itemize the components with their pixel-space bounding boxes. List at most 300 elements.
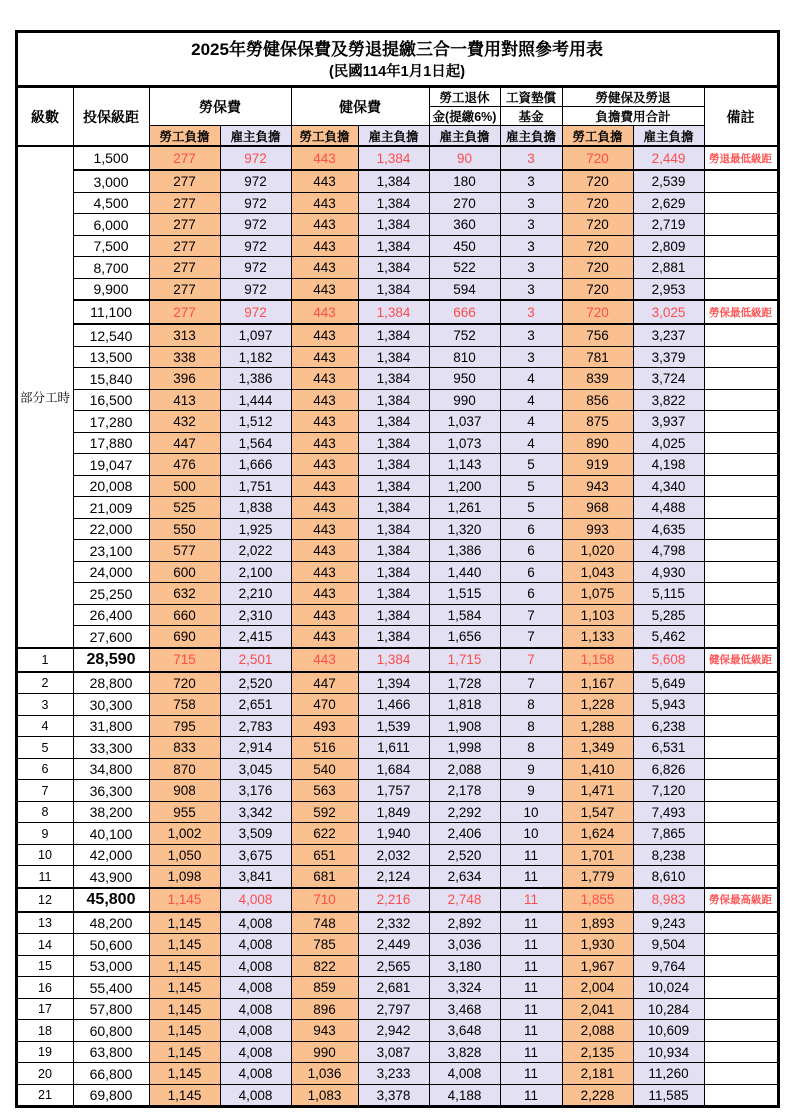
remark-cell	[704, 475, 778, 497]
pension-employer-share-cell: 3,468	[429, 998, 500, 1020]
labor-ins-employer-share-cell: 4,008	[220, 977, 291, 999]
pension-employer-share-cell: 2,178	[429, 780, 500, 802]
labor-ins-employer-share-cell: 4,008	[220, 1084, 291, 1107]
total-employee-share-cell: 2,135	[562, 1041, 633, 1063]
total-employer-share-cell: 4,930	[633, 561, 704, 583]
health-ins-employee-share-cell: 443	[291, 389, 358, 411]
remark-cell	[704, 454, 778, 476]
labor-ins-employer-share-cell: 1,097	[220, 324, 291, 346]
table-row	[16, 324, 778, 346]
wage-fund-employer-share-cell: 3	[500, 170, 562, 192]
total-employer-share-cell: 6,238	[633, 715, 704, 737]
wage-fund-employer-share-cell: 3	[500, 278, 562, 300]
total-employer-share-cell: 11,585	[633, 1084, 704, 1107]
health-ins-employer-share-cell: 1,384	[358, 411, 429, 433]
labor-ins-employer-share-cell: 3,176	[220, 780, 291, 802]
labor-ins-employee-share-cell: 1,050	[149, 844, 220, 866]
table-row	[16, 235, 778, 257]
table-row	[16, 823, 778, 845]
bracket-cell: 60,800	[73, 1020, 149, 1042]
remark-cell: 健保最低級距	[704, 648, 778, 672]
labor-ins-employer-share-cell: 972	[220, 278, 291, 300]
total-employee-share-cell: 1,624	[562, 823, 633, 845]
remark-cell	[704, 540, 778, 562]
labor-ins-employee-share-cell: 277	[149, 278, 220, 300]
total-employer-share-cell: 4,798	[633, 540, 704, 562]
subheader-wage-fund-employer: 雇主負擔	[500, 126, 562, 147]
health-ins-employee-share-cell: 443	[291, 324, 358, 346]
total-employee-share-cell: 1,855	[562, 888, 633, 912]
total-employer-share-cell: 6,531	[633, 737, 704, 759]
labor-ins-employee-share-cell: 1,002	[149, 823, 220, 845]
total-employee-share-cell: 1,158	[562, 648, 633, 672]
health-ins-employer-share-cell: 3,378	[358, 1084, 429, 1107]
health-ins-employer-share-cell: 2,449	[358, 934, 429, 956]
labor-ins-employee-share-cell: 1,098	[149, 866, 220, 888]
bracket-cell: 40,100	[73, 823, 149, 845]
labor-ins-employer-share-cell: 2,783	[220, 715, 291, 737]
bracket-cell: 42,000	[73, 844, 149, 866]
total-employee-share-cell: 1,043	[562, 561, 633, 583]
health-ins-employer-share-cell: 1,384	[358, 278, 429, 300]
total-employer-share-cell: 9,764	[633, 955, 704, 977]
health-ins-employer-share-cell: 1,384	[358, 170, 429, 192]
table-row	[16, 170, 778, 192]
col-header-wage-fund-line1: 工資墊償	[500, 87, 562, 107]
col-header-total-line1: 勞健保及勞退	[562, 87, 704, 107]
wage-fund-employer-share-cell: 9	[500, 758, 562, 780]
labor-ins-employee-share-cell: 632	[149, 583, 220, 605]
labor-ins-employer-share-cell: 3,342	[220, 801, 291, 823]
labor-ins-employee-share-cell: 1,145	[149, 1063, 220, 1085]
wage-fund-employer-share-cell: 3	[500, 324, 562, 346]
remark-cell	[704, 257, 778, 279]
bracket-cell: 11,100	[73, 300, 149, 324]
pension-employer-share-cell: 1,386	[429, 540, 500, 562]
remark-cell	[704, 192, 778, 214]
total-employer-share-cell: 5,943	[633, 694, 704, 716]
pension-employer-share-cell: 1,584	[429, 604, 500, 626]
total-employer-share-cell: 2,809	[633, 235, 704, 257]
pension-employer-share-cell: 2,088	[429, 758, 500, 780]
health-ins-employer-share-cell: 1,611	[358, 737, 429, 759]
bracket-cell: 66,800	[73, 1063, 149, 1085]
pension-employer-share-cell: 3,324	[429, 977, 500, 999]
labor-ins-employee-share-cell: 432	[149, 411, 220, 433]
labor-ins-employer-share-cell: 1,182	[220, 346, 291, 368]
wage-fund-employer-share-cell: 6	[500, 583, 562, 605]
health-ins-employee-share-cell: 748	[291, 912, 358, 934]
pension-employer-share-cell: 1,073	[429, 432, 500, 454]
title-row	[16, 32, 778, 87]
col-header-wage-fund-line2: 基金	[500, 107, 562, 126]
pension-employer-share-cell: 4,008	[429, 1063, 500, 1085]
pension-employer-share-cell: 1,320	[429, 518, 500, 540]
health-ins-employee-share-cell: 443	[291, 411, 358, 433]
total-employer-share-cell: 10,609	[633, 1020, 704, 1042]
health-ins-employee-share-cell: 443	[291, 583, 358, 605]
labor-ins-employee-share-cell: 277	[149, 146, 220, 170]
health-ins-employee-share-cell: 443	[291, 518, 358, 540]
bracket-cell: 57,800	[73, 998, 149, 1020]
bracket-cell: 34,800	[73, 758, 149, 780]
pension-employer-share-cell: 1,715	[429, 648, 500, 672]
table-row	[16, 146, 778, 170]
pension-employer-share-cell: 450	[429, 235, 500, 257]
total-employer-share-cell: 2,953	[633, 278, 704, 300]
labor-ins-employee-share-cell: 500	[149, 475, 220, 497]
labor-ins-employer-share-cell: 4,008	[220, 934, 291, 956]
health-ins-employer-share-cell: 1,384	[358, 626, 429, 648]
wage-fund-employer-share-cell: 8	[500, 694, 562, 716]
health-ins-employer-share-cell: 1,384	[358, 146, 429, 170]
table-row	[16, 801, 778, 823]
health-ins-employer-share-cell: 2,797	[358, 998, 429, 1020]
labor-ins-employee-share-cell: 758	[149, 694, 220, 716]
table-row	[16, 497, 778, 519]
health-ins-employee-share-cell: 592	[291, 801, 358, 823]
wage-fund-employer-share-cell: 10	[500, 801, 562, 823]
labor-ins-employer-share-cell: 4,008	[220, 912, 291, 934]
labor-ins-employee-share-cell: 338	[149, 346, 220, 368]
wage-fund-employer-share-cell: 6	[500, 518, 562, 540]
health-ins-employer-share-cell: 1,384	[358, 432, 429, 454]
health-ins-employee-share-cell: 785	[291, 934, 358, 956]
health-ins-employee-share-cell: 622	[291, 823, 358, 845]
labor-ins-employee-share-cell: 600	[149, 561, 220, 583]
total-employee-share-cell: 720	[562, 192, 633, 214]
total-employee-share-cell: 919	[562, 454, 633, 476]
total-employer-share-cell: 3,937	[633, 411, 704, 433]
pension-employer-share-cell: 270	[429, 192, 500, 214]
bracket-cell: 43,900	[73, 866, 149, 888]
wage-fund-employer-share-cell: 11	[500, 1020, 562, 1042]
labor-ins-employer-share-cell: 1,925	[220, 518, 291, 540]
level-cell: 17	[16, 998, 73, 1020]
wage-fund-employer-share-cell: 4	[500, 411, 562, 433]
wage-fund-employer-share-cell: 6	[500, 540, 562, 562]
labor-ins-employer-share-cell: 4,008	[220, 998, 291, 1020]
level-cell: 7	[16, 780, 73, 802]
labor-ins-employer-share-cell: 4,008	[220, 1020, 291, 1042]
bracket-cell: 19,047	[73, 454, 149, 476]
health-ins-employer-share-cell: 1,384	[358, 518, 429, 540]
labor-ins-employee-share-cell: 1,145	[149, 1041, 220, 1063]
labor-ins-employee-share-cell: 715	[149, 648, 220, 672]
labor-ins-employee-share-cell: 1,145	[149, 934, 220, 956]
total-employee-share-cell: 720	[562, 146, 633, 170]
health-ins-employer-share-cell: 3,233	[358, 1063, 429, 1085]
table-row	[16, 518, 778, 540]
total-employee-share-cell: 1,349	[562, 737, 633, 759]
col-header-pension-line2: 金(提繳6%)	[429, 107, 500, 126]
table-row	[16, 411, 778, 433]
total-employee-share-cell: 1,288	[562, 715, 633, 737]
health-ins-employer-share-cell: 1,384	[358, 648, 429, 672]
pension-employer-share-cell: 1,818	[429, 694, 500, 716]
wage-fund-employer-share-cell: 11	[500, 998, 562, 1020]
labor-ins-employer-share-cell: 2,520	[220, 672, 291, 694]
total-employee-share-cell: 890	[562, 432, 633, 454]
health-ins-employer-share-cell: 1,384	[358, 561, 429, 583]
labor-ins-employer-share-cell: 2,022	[220, 540, 291, 562]
total-employee-share-cell: 2,181	[562, 1063, 633, 1085]
pension-employer-share-cell: 90	[429, 146, 500, 170]
health-ins-employee-share-cell: 443	[291, 561, 358, 583]
total-employee-share-cell: 1,228	[562, 694, 633, 716]
wage-fund-employer-share-cell: 8	[500, 715, 562, 737]
wage-fund-employer-share-cell: 3	[500, 146, 562, 170]
total-employer-share-cell: 6,826	[633, 758, 704, 780]
labor-ins-employer-share-cell: 1,564	[220, 432, 291, 454]
labor-ins-employee-share-cell: 277	[149, 170, 220, 192]
remark-cell	[704, 432, 778, 454]
bracket-cell: 6,000	[73, 214, 149, 236]
health-ins-employer-share-cell: 1,384	[358, 192, 429, 214]
pension-employer-share-cell: 3,828	[429, 1041, 500, 1063]
total-employee-share-cell: 720	[562, 214, 633, 236]
table-row	[16, 257, 778, 279]
total-employer-share-cell: 3,025	[633, 300, 704, 324]
remark-cell	[704, 411, 778, 433]
total-employer-share-cell: 4,488	[633, 497, 704, 519]
level-cell: 14	[16, 934, 73, 956]
wage-fund-employer-share-cell: 11	[500, 888, 562, 912]
table-row	[16, 368, 778, 390]
labor-ins-employee-share-cell: 1,145	[149, 1084, 220, 1107]
pension-employer-share-cell: 2,406	[429, 823, 500, 845]
table-row	[16, 454, 778, 476]
health-ins-employer-share-cell: 1,384	[358, 540, 429, 562]
table-row	[16, 475, 778, 497]
labor-ins-employer-share-cell: 2,914	[220, 737, 291, 759]
bracket-cell: 31,800	[73, 715, 149, 737]
wage-fund-employer-share-cell: 3	[500, 257, 562, 279]
total-employer-share-cell: 4,635	[633, 518, 704, 540]
reference-sheet	[15, 30, 777, 1108]
page-subtitle: (民國114年1月1日起)	[328, 63, 466, 80]
pension-employer-share-cell: 1,261	[429, 497, 500, 519]
total-employer-share-cell: 7,120	[633, 780, 704, 802]
health-ins-employee-share-cell: 443	[291, 432, 358, 454]
total-employee-share-cell: 1,075	[562, 583, 633, 605]
bracket-cell: 7,500	[73, 235, 149, 257]
table-row	[16, 1020, 778, 1042]
total-employer-share-cell: 4,198	[633, 454, 704, 476]
table-row	[16, 1084, 778, 1107]
health-ins-employer-share-cell: 1,384	[358, 214, 429, 236]
remark-cell	[704, 801, 778, 823]
pension-employer-share-cell: 2,892	[429, 912, 500, 934]
wage-fund-employer-share-cell: 5	[500, 454, 562, 476]
labor-ins-employer-share-cell: 972	[220, 146, 291, 170]
table-row	[16, 888, 778, 912]
table-row	[16, 715, 778, 737]
total-employer-share-cell: 5,649	[633, 672, 704, 694]
health-ins-employee-share-cell: 990	[291, 1041, 358, 1063]
total-employer-share-cell: 2,449	[633, 146, 704, 170]
remark-cell	[704, 604, 778, 626]
total-employee-share-cell: 720	[562, 170, 633, 192]
total-employee-share-cell: 720	[562, 300, 633, 324]
health-ins-employee-share-cell: 443	[291, 235, 358, 257]
subheader-pension-employer: 雇主負擔	[429, 126, 500, 147]
wage-fund-employer-share-cell: 4	[500, 368, 562, 390]
total-employer-share-cell: 2,629	[633, 192, 704, 214]
total-employee-share-cell: 2,228	[562, 1084, 633, 1107]
health-ins-employee-share-cell: 943	[291, 1020, 358, 1042]
health-ins-employer-share-cell: 1,757	[358, 780, 429, 802]
total-employer-share-cell: 5,608	[633, 648, 704, 672]
page-title: 2025年勞健保保費及勞退提繳三合一費用對照參考用表	[191, 40, 603, 59]
health-ins-employer-share-cell: 1,940	[358, 823, 429, 845]
table-row	[16, 540, 778, 562]
table-title-block	[16, 32, 778, 87]
pension-employer-share-cell: 3,648	[429, 1020, 500, 1042]
labor-ins-employer-share-cell: 1,512	[220, 411, 291, 433]
labor-ins-employee-share-cell: 277	[149, 192, 220, 214]
remark-cell	[704, 1020, 778, 1042]
pension-employer-share-cell: 3,036	[429, 934, 500, 956]
labor-ins-employee-share-cell: 277	[149, 214, 220, 236]
total-employee-share-cell: 993	[562, 518, 633, 540]
table-body	[16, 146, 778, 1107]
total-employer-share-cell: 5,285	[633, 604, 704, 626]
labor-ins-employer-share-cell: 972	[220, 235, 291, 257]
subheader-total-employee: 勞工負擔	[562, 126, 633, 147]
labor-ins-employer-share-cell: 1,386	[220, 368, 291, 390]
level-cell: 13	[16, 912, 73, 934]
total-employer-share-cell: 7,493	[633, 801, 704, 823]
level-cell: 2	[16, 672, 73, 694]
labor-ins-employee-share-cell: 277	[149, 257, 220, 279]
total-employee-share-cell: 2,004	[562, 977, 633, 999]
health-ins-employer-share-cell: 1,384	[358, 475, 429, 497]
bracket-cell: 15,840	[73, 368, 149, 390]
remark-cell: 勞退最低級距	[704, 146, 778, 170]
pension-employer-share-cell: 990	[429, 389, 500, 411]
bracket-cell: 25,250	[73, 583, 149, 605]
table-row	[16, 432, 778, 454]
health-ins-employee-share-cell: 563	[291, 780, 358, 802]
bracket-cell: 36,300	[73, 780, 149, 802]
health-ins-employer-share-cell: 3,087	[358, 1041, 429, 1063]
labor-ins-employee-share-cell: 690	[149, 626, 220, 648]
bracket-cell: 50,600	[73, 934, 149, 956]
table-row	[16, 389, 778, 411]
remark-cell	[704, 1084, 778, 1107]
total-employee-share-cell: 781	[562, 346, 633, 368]
labor-ins-employee-share-cell: 447	[149, 432, 220, 454]
wage-fund-employer-share-cell: 8	[500, 737, 562, 759]
remark-cell	[704, 823, 778, 845]
health-ins-employee-share-cell: 1,036	[291, 1063, 358, 1085]
level-cell: 4	[16, 715, 73, 737]
health-ins-employer-share-cell: 1,384	[358, 300, 429, 324]
labor-ins-employer-share-cell: 3,045	[220, 758, 291, 780]
bracket-cell: 38,200	[73, 801, 149, 823]
total-employee-share-cell: 1,779	[562, 866, 633, 888]
bracket-cell: 24,000	[73, 561, 149, 583]
labor-ins-employer-share-cell: 3,509	[220, 823, 291, 845]
total-employer-share-cell: 9,504	[633, 934, 704, 956]
bracket-cell: 28,800	[73, 672, 149, 694]
bracket-cell: 12,540	[73, 324, 149, 346]
table-row	[16, 192, 778, 214]
remark-cell	[704, 235, 778, 257]
level-cell: 20	[16, 1063, 73, 1085]
bracket-cell: 26,400	[73, 604, 149, 626]
health-ins-employee-share-cell: 443	[291, 170, 358, 192]
subheader-health-ins-employee: 勞工負擔	[291, 126, 358, 147]
remark-cell	[704, 170, 778, 192]
labor-ins-employer-share-cell: 4,008	[220, 1041, 291, 1063]
remark-cell: 勞保最低級距	[704, 300, 778, 324]
remark-cell	[704, 715, 778, 737]
labor-ins-employer-share-cell: 972	[220, 300, 291, 324]
total-employer-share-cell: 2,719	[633, 214, 704, 236]
labor-ins-employer-share-cell: 1,838	[220, 497, 291, 519]
total-employer-share-cell: 3,724	[633, 368, 704, 390]
bracket-cell: 9,900	[73, 278, 149, 300]
total-employer-share-cell: 9,243	[633, 912, 704, 934]
total-employee-share-cell: 1,103	[562, 604, 633, 626]
labor-ins-employee-share-cell: 476	[149, 454, 220, 476]
health-ins-employer-share-cell: 2,681	[358, 977, 429, 999]
health-ins-employer-share-cell: 2,124	[358, 866, 429, 888]
remark-cell	[704, 324, 778, 346]
labor-ins-employer-share-cell: 972	[220, 257, 291, 279]
labor-ins-employer-share-cell: 1,666	[220, 454, 291, 476]
total-employer-share-cell: 2,539	[633, 170, 704, 192]
total-employee-share-cell: 1,547	[562, 801, 633, 823]
table-row	[16, 737, 778, 759]
level-cell: 21	[16, 1084, 73, 1107]
bracket-cell: 27,600	[73, 626, 149, 648]
health-ins-employer-share-cell: 2,216	[358, 888, 429, 912]
table-row	[16, 758, 778, 780]
bracket-cell: 16,500	[73, 389, 149, 411]
pension-employer-share-cell: 594	[429, 278, 500, 300]
total-employer-share-cell: 10,284	[633, 998, 704, 1020]
labor-ins-employer-share-cell: 3,675	[220, 844, 291, 866]
level-cell: 1	[16, 648, 73, 672]
bracket-cell: 45,800	[73, 888, 149, 912]
total-employer-share-cell: 3,822	[633, 389, 704, 411]
wage-fund-employer-share-cell: 11	[500, 955, 562, 977]
total-employee-share-cell: 2,088	[562, 1020, 633, 1042]
health-ins-employee-share-cell: 540	[291, 758, 358, 780]
labor-ins-employer-share-cell: 2,415	[220, 626, 291, 648]
remark-cell	[704, 561, 778, 583]
health-ins-employer-share-cell: 1,384	[358, 324, 429, 346]
health-ins-employee-share-cell: 443	[291, 368, 358, 390]
premium-reference-table	[15, 30, 780, 1108]
labor-ins-employee-share-cell: 870	[149, 758, 220, 780]
labor-ins-employee-share-cell: 525	[149, 497, 220, 519]
level-cell: 18	[16, 1020, 73, 1042]
wage-fund-employer-share-cell: 11	[500, 934, 562, 956]
subheader-total-employer: 雇主負擔	[633, 126, 704, 147]
health-ins-employer-share-cell: 2,565	[358, 955, 429, 977]
labor-ins-employee-share-cell: 833	[149, 737, 220, 759]
labor-ins-employee-share-cell: 795	[149, 715, 220, 737]
total-employee-share-cell: 1,020	[562, 540, 633, 562]
pension-employer-share-cell: 666	[429, 300, 500, 324]
labor-ins-employer-share-cell: 1,444	[220, 389, 291, 411]
health-ins-employer-share-cell: 2,942	[358, 1020, 429, 1042]
pension-employer-share-cell: 2,634	[429, 866, 500, 888]
